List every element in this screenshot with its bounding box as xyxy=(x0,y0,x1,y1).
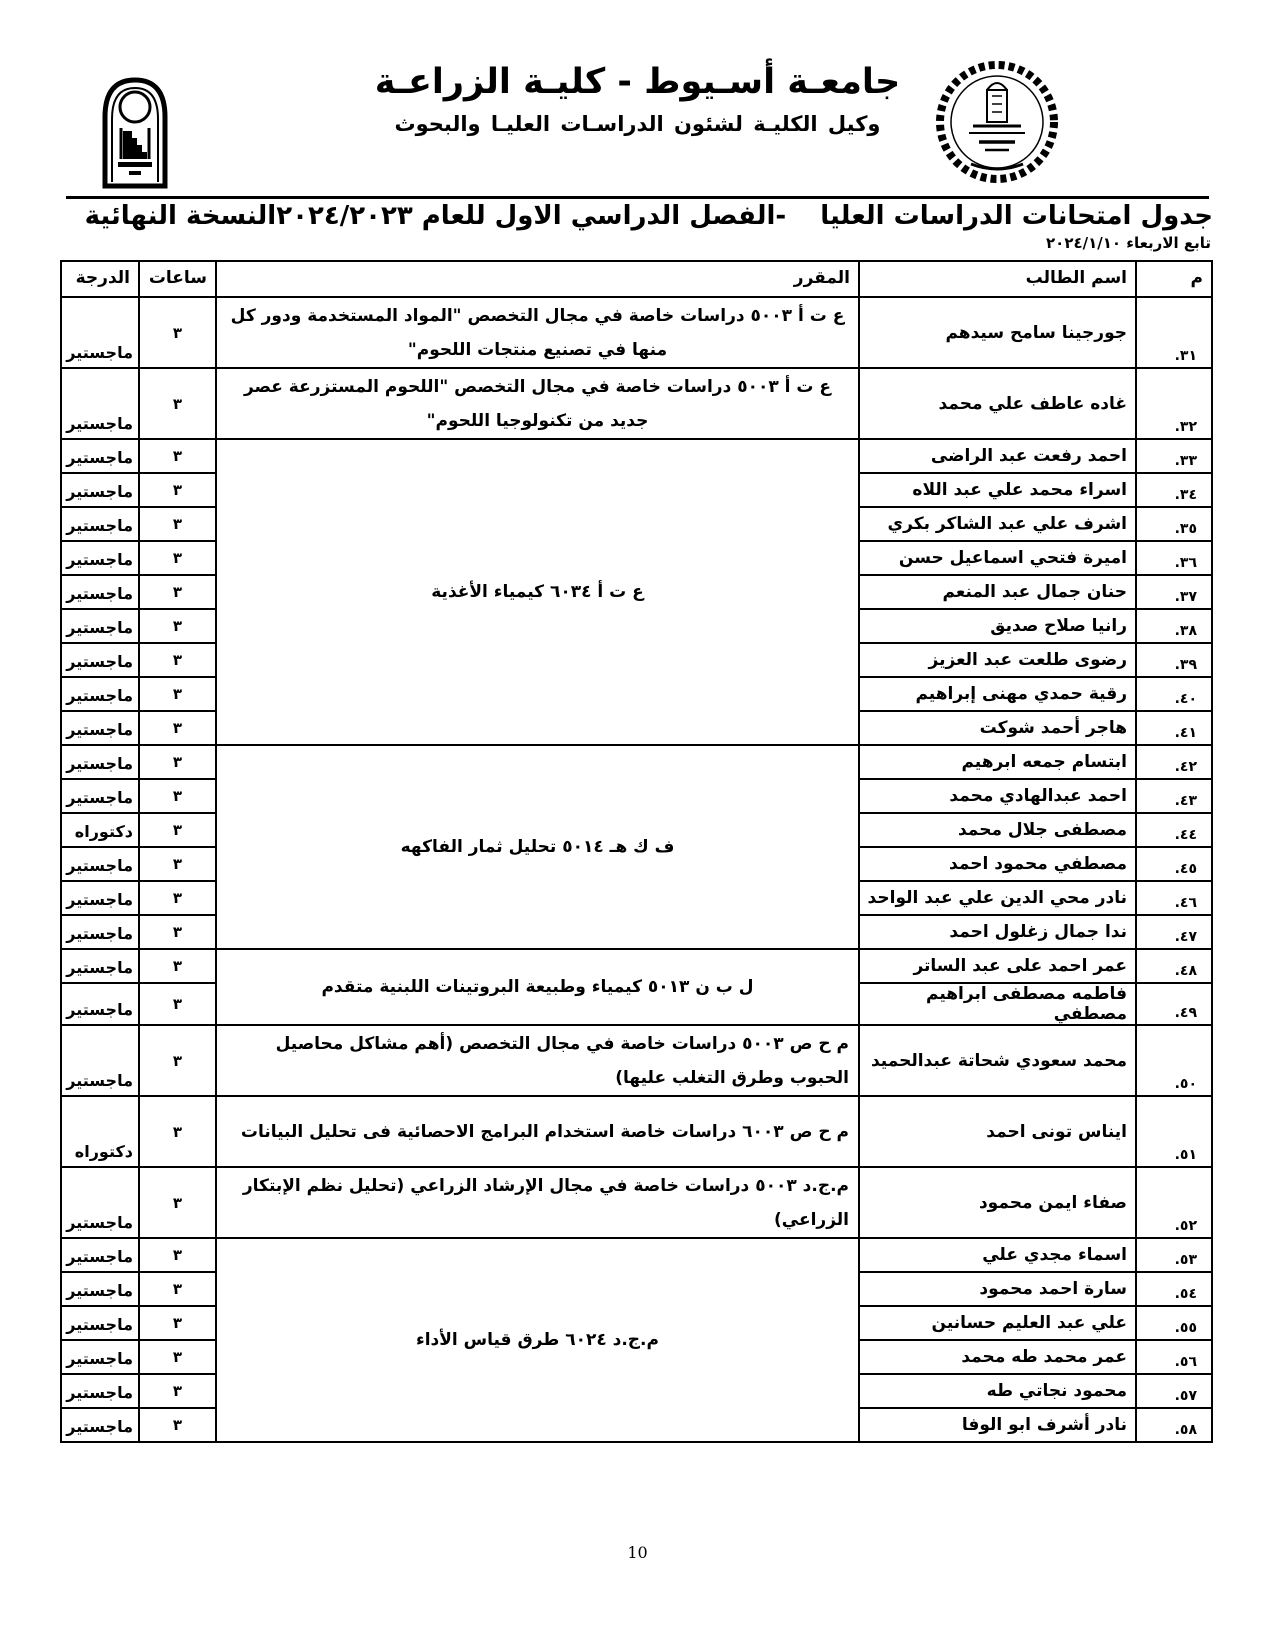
hours-cell: ٣ xyxy=(139,507,216,541)
student-name-cell: اميرة فتحي اسماعيل حسن xyxy=(859,541,1136,575)
degree-cell: ماجستير xyxy=(61,1340,139,1374)
student-name-cell: حنان جمال عبد المنعم xyxy=(859,575,1136,609)
student-name-cell: سارة احمد محمود xyxy=(859,1272,1136,1306)
table-row xyxy=(61,1167,1212,1238)
row-number-cell: ٤٦. xyxy=(1136,881,1212,915)
hours-cell: ٣ xyxy=(139,643,216,677)
hours-cell: ٣ xyxy=(139,1340,216,1374)
row-number-cell: ٥٢. xyxy=(1136,1167,1212,1238)
hours-cell: ٣ xyxy=(139,575,216,609)
row-number-cell: ٣٨. xyxy=(1136,609,1212,643)
course-cell: ف ك هـ ٥٠١٤ تحليل ثمار الفاكهه xyxy=(216,745,859,949)
row-number-cell: ٥٥. xyxy=(1136,1306,1212,1340)
hours-cell: ٣ xyxy=(139,439,216,473)
table-row xyxy=(61,1025,1212,1096)
student-name-cell: جورجينا سامح سيدهم xyxy=(859,297,1136,368)
degree-cell: ماجستير xyxy=(61,915,139,949)
student-name-cell: مصطفي محمود احمد xyxy=(859,847,1136,881)
hours-cell: ٣ xyxy=(139,1272,216,1306)
course-cell: ع ت أ ٥٠٠٣ دراسات خاصة في مجال التخصص "اللحوم المستزرعة عصر جديد من تكنولوجيا اللحوم" xyxy=(216,368,859,439)
degree-cell: ماجستير xyxy=(61,983,139,1025)
row-number-cell: ٣٣. xyxy=(1136,439,1212,473)
row-number-cell: ٤٣. xyxy=(1136,779,1212,813)
hours-cell: ٣ xyxy=(139,813,216,847)
hours-cell: ٣ xyxy=(139,1096,216,1167)
row-number-cell: ٤٢. xyxy=(1136,745,1212,779)
degree-cell: ماجستير xyxy=(61,745,139,779)
row-number-cell: ٣١. xyxy=(1136,297,1212,368)
degree-cell: ماجستير xyxy=(61,609,139,643)
row-number-cell: ٥٣. xyxy=(1136,1238,1212,1272)
degree-cell: ماجستير xyxy=(61,1167,139,1238)
student-name-cell: اسراء محمد علي عبد اللاه xyxy=(859,473,1136,507)
student-name-cell: اسماء مجدي علي xyxy=(859,1238,1136,1272)
student-name-cell: غاده عاطف علي محمد xyxy=(859,368,1136,439)
university-title: جامعـة أسـيوط - كليـة الزراعـة xyxy=(374,62,901,102)
degree-cell: دكتوراه xyxy=(61,1096,139,1167)
hours-cell: ٣ xyxy=(139,779,216,813)
final-version-label: النسخة النهائية xyxy=(84,201,277,231)
degree-cell: ماجستير xyxy=(61,1238,139,1272)
degree-cell: ماجستير xyxy=(61,1272,139,1306)
degree-cell: ماجستير xyxy=(61,1374,139,1408)
course-cell: ل ب ن ٥٠١٣ كيمياء وطبيعة البروتينات اللبنية متقدم xyxy=(216,949,859,1025)
course-cell: م ح ص ٥٠٠٣ دراسات خاصة في مجال التخصص (أهم مشاكل محاصيل الحبوب وطرق التغلب عليها) xyxy=(216,1025,859,1096)
row-number-cell: ٥٦. xyxy=(1136,1340,1212,1374)
student-name-cell: احمد رفعت عبد الراضى xyxy=(859,439,1136,473)
header-number: م xyxy=(1136,261,1212,297)
student-name-cell: نادر محي الدين علي عبد الواحد xyxy=(859,881,1136,915)
degree-cell: ماجستير xyxy=(61,297,139,368)
table-row xyxy=(61,745,1212,779)
exam-schedule-table xyxy=(60,260,1213,1443)
table-row xyxy=(61,439,1212,473)
page-number: 10 xyxy=(627,1543,648,1562)
schedule-title-part2: -الفصل الدراسي الاول للعام ٢٠٢٤/٢٠٢٣ xyxy=(276,201,787,231)
row-number-cell: ٥٧. xyxy=(1136,1374,1212,1408)
course-cell: ع ت أ ٦٠٣٤ كيمياء الأغذية xyxy=(216,439,859,745)
degree-cell: ماجستير xyxy=(61,439,139,473)
row-number-cell: ٣٩. xyxy=(1136,643,1212,677)
hours-cell: ٣ xyxy=(139,1408,216,1442)
degree-cell: ماجستير xyxy=(61,541,139,575)
row-number-cell: ٥٨. xyxy=(1136,1408,1212,1442)
hours-cell: ٣ xyxy=(139,983,216,1025)
student-name-cell: رضوى طلعت عبد العزيز xyxy=(859,643,1136,677)
hours-cell: ٣ xyxy=(139,1306,216,1340)
degree-cell: ماجستير xyxy=(61,1025,139,1096)
hours-cell: ٣ xyxy=(139,297,216,368)
schedule-title-part1: جدول امتحانات الدراسات العليا xyxy=(820,201,1213,231)
row-number-cell: ٤١. xyxy=(1136,711,1212,745)
row-number-cell: ٤٥. xyxy=(1136,847,1212,881)
student-name-cell: ايناس تونى احمد xyxy=(859,1096,1136,1167)
student-name-cell: اشرف علي عبد الشاكر بكري xyxy=(859,507,1136,541)
degree-cell: ماجستير xyxy=(61,711,139,745)
date-line: تابع الاربعاء ٢٠٢٤/١/١٠ xyxy=(1046,234,1211,252)
degree-cell: ماجستير xyxy=(61,881,139,915)
row-number-cell: ٤٩. xyxy=(1136,983,1212,1025)
row-number-cell: ٥١. xyxy=(1136,1096,1212,1167)
hours-cell: ٣ xyxy=(139,541,216,575)
exam-table-body xyxy=(61,297,1212,1442)
degree-cell: ماجستير xyxy=(61,1408,139,1442)
degree-cell: ماجستير xyxy=(61,847,139,881)
course-cell: م.ج.د ٥٠٠٣ دراسات خاصة في مجال الإرشاد الزراعي (تحليل نظم الإبتكار الزراعي) xyxy=(216,1167,859,1238)
degree-cell: ماجستير xyxy=(61,368,139,439)
table-row xyxy=(61,949,1212,983)
student-name-cell: فاطمه مصطفى ابراهيم مصطفي xyxy=(859,983,1136,1025)
hours-cell: ٣ xyxy=(139,1025,216,1096)
degree-cell: ماجستير xyxy=(61,575,139,609)
hours-cell: ٣ xyxy=(139,677,216,711)
degree-cell: ماجستير xyxy=(61,643,139,677)
student-name-cell: علي عبد العليم حسانين xyxy=(859,1306,1136,1340)
student-name-cell: رانيا صلاح صديق xyxy=(859,609,1136,643)
row-number-cell: ٥٠. xyxy=(1136,1025,1212,1096)
header-degree: الدرجة xyxy=(61,261,139,297)
row-number-cell: ٤٠. xyxy=(1136,677,1212,711)
student-name-cell: نادر أشرف ابو الوفا xyxy=(859,1408,1136,1442)
row-number-cell: ٤٧. xyxy=(1136,915,1212,949)
student-name-cell: محمود نجاتي طه xyxy=(859,1374,1136,1408)
header-hours: ساعات xyxy=(139,261,216,297)
table-row xyxy=(61,1238,1212,1272)
course-cell: ع ت أ ٥٠٠٣ دراسات خاصة في مجال التخصص "المواد المستخدمة ودور كل منها في تصنيع منتجات اللحوم" xyxy=(216,297,859,368)
student-name-cell: صفاء ايمن محمود xyxy=(859,1167,1136,1238)
student-name-cell: احمد عبدالهادي محمد xyxy=(859,779,1136,813)
student-name-cell: محمد سعودي شحاتة عبدالحميد xyxy=(859,1025,1136,1096)
degree-cell: ماجستير xyxy=(61,949,139,983)
university-seal-icon xyxy=(931,56,1063,194)
table-row xyxy=(61,297,1212,368)
student-name-cell: عمر محمد طه محمد xyxy=(859,1340,1136,1374)
degree-cell: ماجستير xyxy=(61,677,139,711)
hours-cell: ٣ xyxy=(139,1167,216,1238)
header-course: المقرر xyxy=(216,261,859,297)
university-subtitle: وكيل الكليـة لشئون الدراسـات العليـا والبحوث xyxy=(394,112,881,137)
row-number-cell: ٤٨. xyxy=(1136,949,1212,983)
hours-cell: ٣ xyxy=(139,711,216,745)
student-name-cell: مصطفى جلال محمد xyxy=(859,813,1136,847)
degree-cell: دكتوراه xyxy=(61,813,139,847)
schedule-title xyxy=(276,201,1213,231)
student-name-cell: رقية حمدي مهنى إبراهيم xyxy=(859,677,1136,711)
degree-cell: ماجستير xyxy=(61,507,139,541)
hours-cell: ٣ xyxy=(139,1238,216,1272)
row-number-cell: ٤٤. xyxy=(1136,813,1212,847)
table-row xyxy=(61,368,1212,439)
arch-gate-emblem-icon xyxy=(98,72,172,194)
hours-cell: ٣ xyxy=(139,881,216,915)
student-name-cell: عمر احمد على عبد الساتر xyxy=(859,949,1136,983)
row-number-cell: ٣٧. xyxy=(1136,575,1212,609)
degree-cell: ماجستير xyxy=(61,473,139,507)
course-cell: م ح ص ٦٠٠٣ دراسات خاصة استخدام البرامج الاحصائية فى تحليل البيانات xyxy=(216,1096,859,1167)
table-header-row xyxy=(61,261,1212,297)
degree-cell: ماجستير xyxy=(61,779,139,813)
hours-cell: ٣ xyxy=(139,1374,216,1408)
hours-cell: ٣ xyxy=(139,368,216,439)
document-header xyxy=(0,0,1275,192)
course-cell: م.ج.د ٦٠٢٤ طرق قياس الأداء xyxy=(216,1238,859,1442)
hours-cell: ٣ xyxy=(139,745,216,779)
row-number-cell: ٣٥. xyxy=(1136,507,1212,541)
student-name-cell: ابتسام جمعه ابرهيم xyxy=(859,745,1136,779)
row-number-cell: ٣٢. xyxy=(1136,368,1212,439)
hours-cell: ٣ xyxy=(139,915,216,949)
student-name-cell: هاجر أحمد شوكت xyxy=(859,711,1136,745)
hours-cell: ٣ xyxy=(139,949,216,983)
row-number-cell: ٥٤. xyxy=(1136,1272,1212,1306)
schedule-title-row xyxy=(0,199,1275,231)
hours-cell: ٣ xyxy=(139,473,216,507)
header-name: اسم الطالب xyxy=(859,261,1136,297)
hours-cell: ٣ xyxy=(139,609,216,643)
student-name-cell: ندا جمال زغلول احمد xyxy=(859,915,1136,949)
row-number-cell: ٣٤. xyxy=(1136,473,1212,507)
hours-cell: ٣ xyxy=(139,847,216,881)
row-number-cell: ٣٦. xyxy=(1136,541,1212,575)
degree-cell: ماجستير xyxy=(61,1306,139,1340)
table-row xyxy=(61,1096,1212,1167)
